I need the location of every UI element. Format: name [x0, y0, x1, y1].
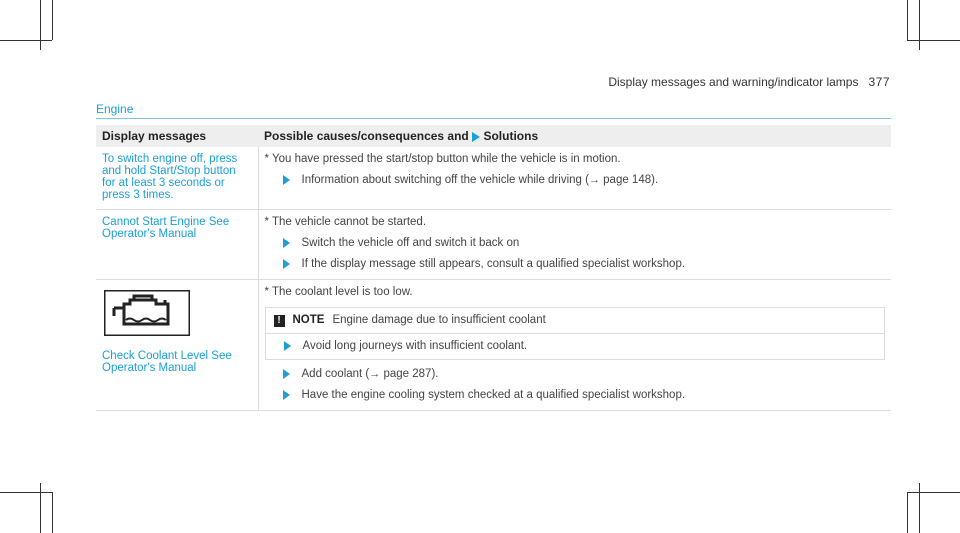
table-row: [96, 280, 891, 411]
arrow-right-icon: [472, 132, 480, 142]
table-row: [96, 210, 891, 280]
column-header-messages: Display messages: [96, 125, 258, 147]
crop-mark: [919, 0, 920, 50]
cause-text: * You have pressed the start/stop button while the vehicle is in motion.: [264, 153, 621, 165]
header-title: Display messages and warning/indicator lamps: [608, 75, 859, 89]
table-header-row: [96, 125, 891, 147]
table-row: [96, 147, 891, 210]
cause-text: * The vehicle cannot be started.: [264, 216, 427, 228]
cause-cell: [258, 210, 891, 280]
page-reference-link[interactable]: page 287: [383, 368, 432, 380]
arrow-right-icon: [283, 259, 290, 269]
crop-mark: [52, 492, 53, 533]
display-message: To switch engine off, press and hold Start/Stop button for at least 3 seconds or press 3 times.: [96, 147, 258, 210]
page-number: 377: [868, 75, 890, 89]
cause-cell: [258, 280, 891, 411]
solution-item: Information about switching off the vehicle while driving (→ page 148).: [283, 174, 886, 187]
display-message-cell: [96, 280, 258, 411]
display-message: Check Coolant Level See Operator's Manual: [102, 350, 232, 374]
note-solution: Avoid long journeys with insufficient coolant.: [266, 333, 885, 359]
arrow-right-icon: [284, 341, 291, 351]
section-title: Engine: [96, 102, 134, 116]
crop-mark: [907, 40, 960, 41]
warning-icon: !: [274, 315, 285, 327]
arrow-right-icon: [283, 175, 290, 185]
arrow-right-icon: [283, 390, 290, 400]
running-header: [608, 75, 890, 89]
crop-mark: [919, 483, 920, 533]
page-reference-link[interactable]: page 148: [603, 174, 652, 186]
arrow-right-icon: [283, 369, 290, 379]
section-divider: [96, 118, 891, 119]
cause-text: * The coolant level is too low.: [264, 286, 413, 298]
column-header-causes: Possible causes/consequences and Solutions: [258, 125, 891, 147]
messages-table: [96, 125, 891, 411]
crop-mark: [40, 483, 41, 533]
coolant-level-icon: [104, 290, 190, 336]
cause-cell: [258, 147, 891, 210]
display-message: Cannot Start Engine See Operator's Manual: [96, 210, 258, 280]
note-box: [265, 307, 886, 360]
crop-mark: [52, 0, 53, 40]
solution-item: If the display message still appears, consult a qualified specialist workshop.: [283, 258, 886, 271]
crop-mark: [907, 492, 908, 533]
arrow-right-icon: [283, 238, 290, 248]
solution-item: Switch the vehicle off and switch it back on: [283, 237, 886, 250]
crop-mark: [40, 0, 41, 50]
crop-mark: [0, 492, 52, 493]
note-title: NOTE: [292, 314, 325, 326]
crop-mark: [0, 40, 52, 41]
solution-item: Add coolant (→ page 287).: [283, 368, 886, 381]
note-text: Engine damage due to insufficient coolant: [332, 314, 546, 326]
crop-mark: [907, 0, 908, 40]
solution-item: Have the engine cooling system checked at a qualified specialist workshop.: [283, 389, 886, 402]
crop-mark: [907, 492, 960, 493]
note-header: [266, 308, 885, 333]
